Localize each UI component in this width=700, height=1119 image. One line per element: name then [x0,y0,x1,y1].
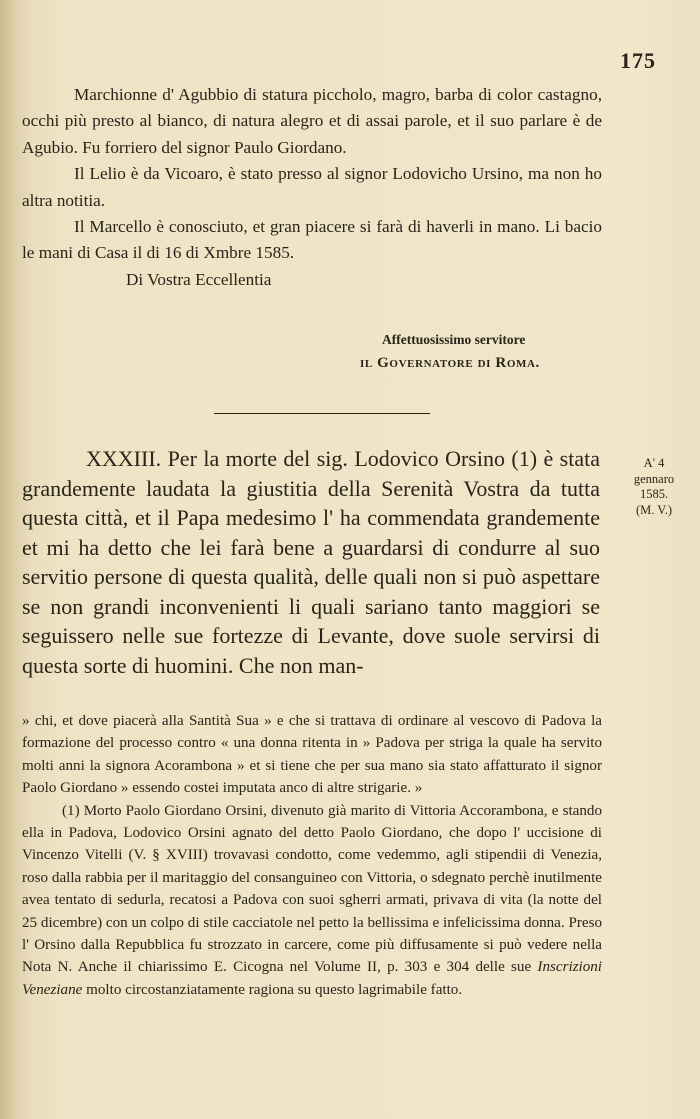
footnote-1-italic-title: Inscrizioni Veneziane [22,959,602,998]
footnote-1-text: (1) Morto Paolo Giordano Orsini, divenuto già marito di Vittoria Accorambona, e stando ella in Padova, Lodovico Orsini agnato del detto Paolo Giordano, che dopo l' uccisione di Vincenzo Vitelli (V. § XVIII) trovavasi condotto, come vedemmo, agli stipendii di Venezia, roso dalla rabbia per il maritaggio del consanguineo con Vittoria, o sdegnato perchè inutilmente avea tentato di sedurla, recatosi a Padova con suoi sgherri armati, privava di vita (la notte del 25 dicembre) con un colpo di stile cacciatole nel petto la bellissima e infelicissima donna. Preso l' Orsino dalla Repubblica fu strozzato in carcere, come più diffusamente si può vedere nella Nota N. Anche il chiarissimo E. Cicogna nel Volume II, p. 303 e 304 delle sue [22,802,602,976]
paragraph-marchionne: Marchionne d' Agubbio di statura piccholо, magro, barba di color castagno, occhi più presto al bianco, di natura alegro et di assai parole, et il suo parlare è de Agubio. Fu forriero del signor Paulo Giordano. [22,85,602,157]
footnote-1-ending: molto circostanziatamente ragiona su questo lagrimabile fatto. [86,981,463,998]
top-letter-text [22,82,602,293]
margin-date-note [614,456,694,518]
margin-date-year: 1585. [639,487,669,501]
paragraph-marcello: Il Marcello è conosciuto, et gran piacere si farà di haverli in mano. Li bacio le mani di Casa il di 16 di Xmbre 1585. [22,217,602,263]
letter-xxxiii [22,444,600,680]
footnote-quote-continuation: » chi, et dove piacerà alla Santità Sua » e che si trattava di ordinare al vescovo di Padova la formazione del processo contro « una donna ritenta in » Padova per striga la quale ha servito molti anni la signora Acorambona » et si tiene che per sua mano sia stato affatturato il signor Paolo Giordano » essendo costei imputata anco di altre strigarie. » [22,713,602,797]
signature-servitore: Affettuosissimo servitore [382,332,526,347]
paragraph-lelio: Il Lelio è da Vicoaro, è stato presso al signor Lodovicho Ursino, ma non ho altra notitia. [22,164,602,210]
margin-date-month: gennaro [633,471,675,486]
page-number: 175 [620,48,656,73]
footnote-1 [22,800,602,1002]
footnotes [22,710,602,1001]
letter-xxxiii-paragraph: XXXIII. Per la morte del sig. Lodovico Orsino (1) è stata grandemente laudata la giustitia della Serenità Vostra da tutta questa città, et il Papa medesimo l' ha commendata grandemente et mi ha detto che lei farà bene a guardarsi di condurre al suo servitio persone di questa qualità, delle quali non si può aspettare se non grandi inconvenienti li quali sariano tanto maggiori se seguissero nelle sue fortezze di Levante, dove suole servirsi di questa sorte di huomini. Che non man- [22,446,600,678]
margin-date-day: A' 4 [643,456,665,470]
section-divider [214,413,430,414]
signature-governatore: il Governatore di Roma. [360,355,540,371]
margin-date-style: (M. V.) [635,502,672,517]
closing-salutation: Di Vostra Eccellentia [126,269,272,289]
